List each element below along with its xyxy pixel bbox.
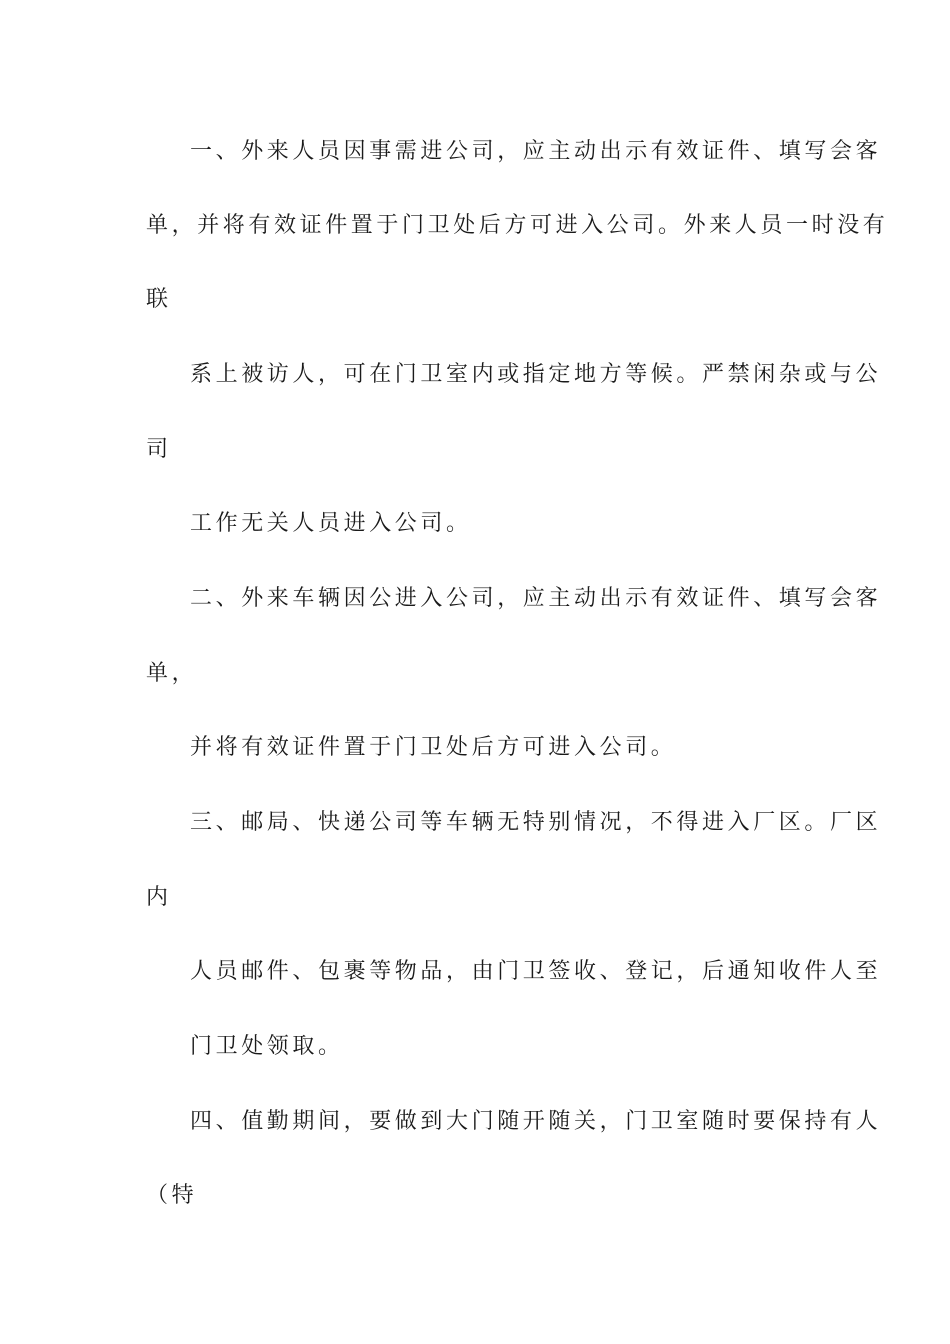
paragraph-1-line-5: 司 — [146, 437, 172, 462]
paragraph-1-line-3: 联 — [146, 287, 172, 312]
paragraph-3-line-1: 三、邮局、快递公司等车辆无特别情况，不得进入厂区。厂区 — [190, 810, 882, 835]
paragraph-1-line-6: 工作无关人员进入公司。 — [190, 511, 472, 536]
paragraph-3-line-3: 人员邮件、包裹等物品，由门卫签收、登记，后通知收件人至 — [190, 959, 882, 984]
paragraph-2-line-2: 单， — [146, 661, 198, 686]
paragraph-3-line-2: 内 — [146, 885, 172, 910]
paragraph-4-line-2: （特 — [146, 1183, 198, 1208]
paragraph-1-line-1: 一、外来人员因事需进公司，应主动出示有效证件、填写会客 — [190, 139, 882, 164]
paragraph-3-line-4: 门卫处领取。 — [190, 1034, 344, 1059]
paragraph-1-line-2: 单，并将有效证件置于门卫处后方可进入公司。外来人员一时没有 — [146, 213, 889, 238]
paragraph-2-line-1: 二、外来车辆因公进入公司，应主动出示有效证件、填写会客 — [190, 586, 882, 611]
paragraph-1-line-4: 系上被访人，可在门卫室内或指定地方等候。严禁闲杂或与公 — [190, 362, 882, 387]
paragraph-2-line-3: 并将有效证件置于门卫处后方可进入公司。 — [190, 735, 677, 760]
paragraph-4-line-1: 四、值勤期间，要做到大门随开随关，门卫室随时要保持有人 — [190, 1109, 882, 1134]
